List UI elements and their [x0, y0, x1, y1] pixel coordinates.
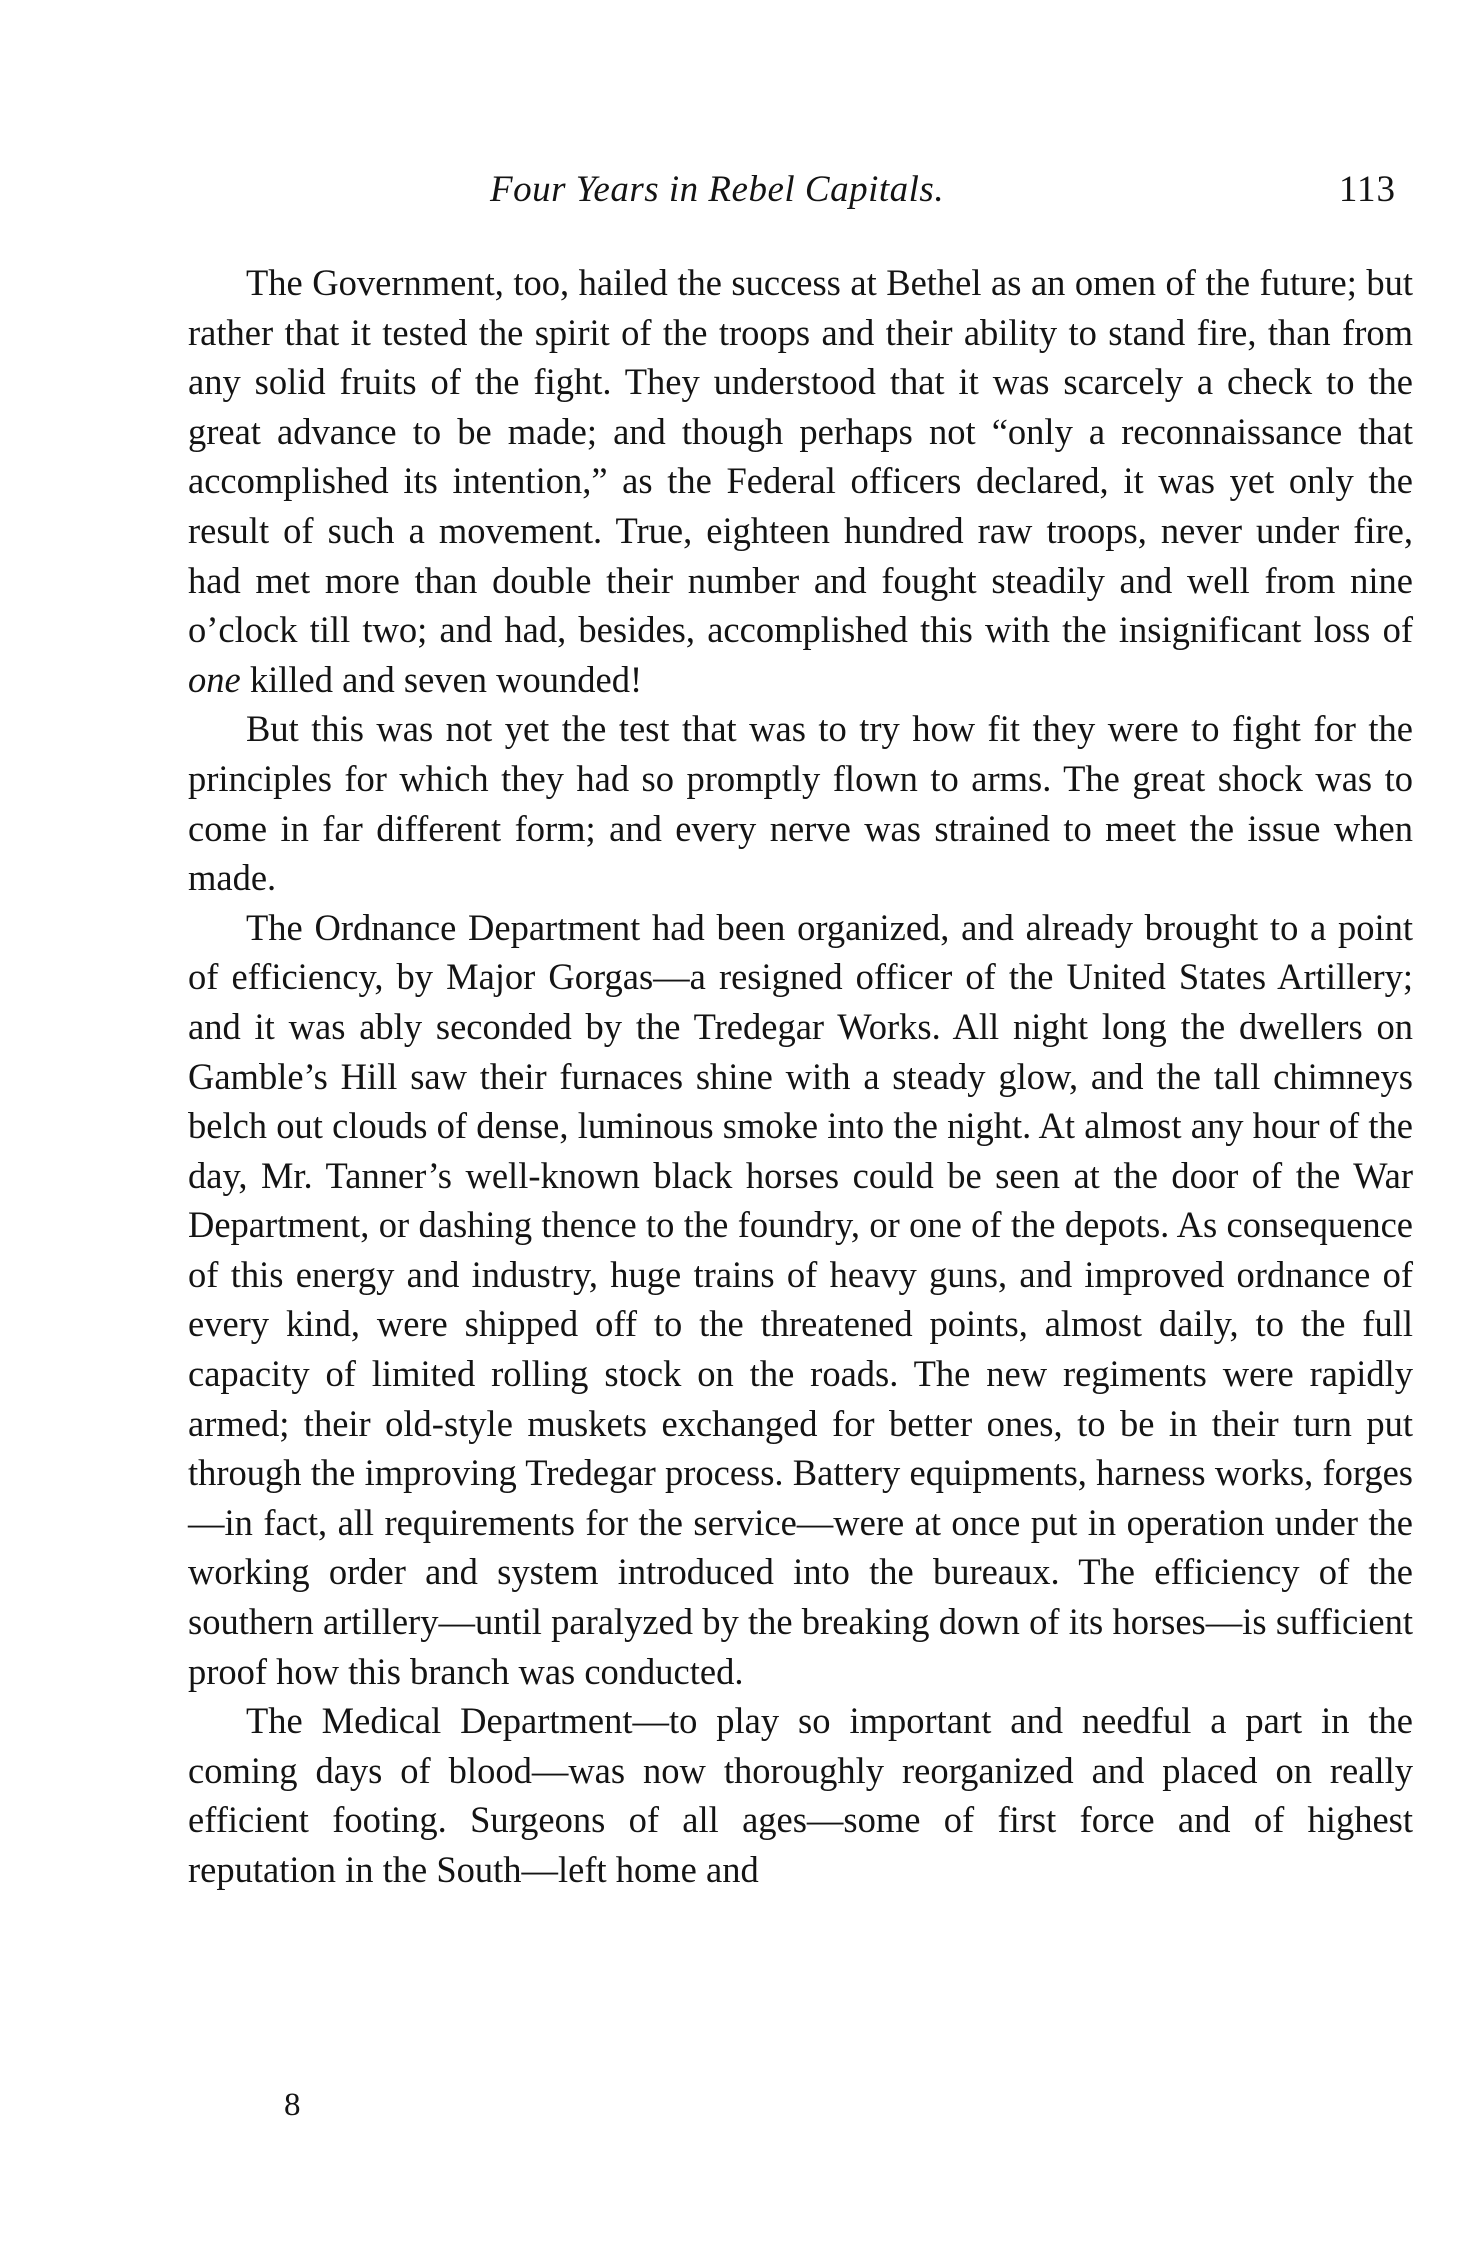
paragraph-text: The Government, too, hailed the success at Bethel as an omen of the future; but rather that it tested the spirit of the troops and their ability to stand fire, than from any solid fruits of the fight. They understood that it was scarcely a check to the great advance to be made; and though perhaps not “only a reconnaissance that accomplished its intention,” as the Federal officers declared, it was yet only the result of such a movement. True, eighteen hundred raw troops, never under fire, had met more than double their number and fought steadily and well from nine o’clock till two; and had, besides, accomplished this with the insignificant loss of: [188, 262, 1413, 651]
running-title: Four Years in Rebel Capitals.: [490, 169, 945, 210]
running-header: [180, 160, 1430, 220]
paragraph-text: killed and seven wounded!: [240, 658, 643, 700]
paragraph: [188, 258, 1413, 704]
signature-mark: 8: [284, 2087, 301, 2123]
page-number: 113: [1338, 169, 1396, 210]
paragraph: The Medical Department—to play so important and needful a part in the coming days of blood—was now thoroughly reorganized and placed on really efficient footing. Surgeons of all ages—some of first force and of highest reputation in the South—left home and: [188, 1700, 1413, 1890]
body-text: [188, 258, 1413, 1895]
paragraph: But this was not yet the test that was to try how fit they were to fight for the principles for which they had so promptly flown to arms. The great shock was to come in far different form; and every nerve was strained to meet the issue when made.: [188, 708, 1413, 899]
paragraph: The Ordnance Department had been organized, and already brought to a point of efficiency, by Major Gorgas—a resigned officer of the United States Artillery; and it was ably seconded by the Tredegar Works. All night long the dwellers on Gamble’s Hill saw their furnaces shine with a steady glow, and the tall chimneys belch out clouds of dense, luminous smoke into the night. At almost any hour of the day, Mr. Tanner’s well-known black horses could be seen at the door of the War Department, or dashing thence to the foundry, or one of the depots. As consequence of this energy and industry, huge trains of heavy guns, and improved ordnance of every kind, were shipped off to the threatened points, almost daily, to the full capacity of limited rolling stock on the roads. The new regiments were rapidly armed; their old-style muskets exchanged for better ones, to be in their turn put through the improving Tredegar process. Battery equipments, harness works, forges—in fact, all requirements for the service—were at once put in operation under the working order and system introduced into the bureaux. The efficiency of the southern artillery—until paralyzed by the breaking down of its horses—is sufficient proof how this branch was conducted.: [188, 906, 1413, 1692]
emphasized-word: one: [188, 658, 241, 700]
